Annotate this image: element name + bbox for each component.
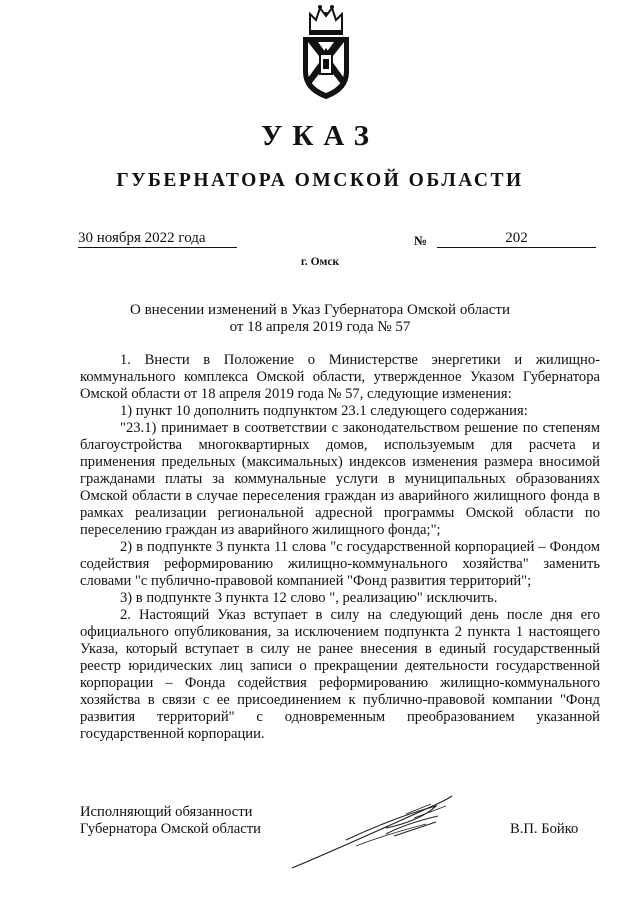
decree-date: 30 ноября 2022 года	[78, 229, 237, 248]
signatory-name: В.П. Бойко	[510, 821, 579, 837]
body-paragraph: 2. Настоящий Указ вступает в силу на следующий день после дня его официального опубликования, за исключением подпункта 2 пункта 1 настоящего Указа, который вступает в силу не ранее внесения в единый государственный реестр юридических лиц записи о прекращении деятельности государственной корпорации – Фонда содействия реформированию жилищно-коммунального хозяйства в связи с ее присоединением к публично-правовой компании "Фонд развития территорий" с одновременным преобразованием указанной государственной корпорации.	[80, 607, 600, 742]
decree-number: 202	[437, 229, 596, 248]
body-paragraph: 1. Внести в Положение о Министерстве энергетики и жилищно-коммунального комплекса Омской области, утвержденное Указом Губернатора Омской области от 18 апреля 2019 года № 57, следующие изменения:	[80, 352, 600, 402]
number-sign: №	[414, 233, 428, 248]
signatory-position	[80, 804, 261, 838]
signatory-position-line-1: Исполняющий обязанности	[80, 804, 253, 820]
coat-of-arms-icon	[296, 2, 356, 102]
decree-subject	[100, 302, 540, 336]
issuer-title: ГУБЕРНАТОРА ОМСКОЙ ОБЛАСТИ	[116, 170, 524, 191]
body-paragraph: "23.1) принимает в соответствии с законодательством решение по степеням благоустройства многоквартирных домов, используемым для расчета и применения предельных (максимальных) индексов изменения размера вносимой гражданами платы за коммунальные услуги в муниципальных образованиях Омской области в случае переселения граждан из аварийного жилищного фонда в рамках реализации региональной адресной программы Омской области по переселению граждан из аварийного жилищного фонда;";	[80, 420, 600, 538]
decree-title: УКАЗ	[261, 120, 379, 152]
body-paragraph: 3) в подпункте 3 пункта 12 слово ", реализацию" исключить.	[120, 590, 498, 606]
issue-place: г. Омск	[300, 256, 340, 268]
decree-body	[80, 352, 600, 743]
subject-line-1: О внесении изменений в Указ Губернатора Омской области	[130, 302, 510, 318]
body-paragraph: 1) пункт 10 дополнить подпунктом 23.1 следующего содержания:	[120, 403, 528, 419]
signature-mark	[286, 776, 456, 876]
subject-line-2: от 18 апреля 2019 года № 57	[229, 319, 411, 335]
signatory-position-line-2: Губернатора Омской области	[80, 821, 261, 837]
body-paragraph: 2) в подпункте 3 пункта 11 слова "с государственной корпорацией – Фондом содействия реформированию жилищно-коммунального хозяйства" заменить словами "с публично-правовой компанией "Фонд развития территорий";	[80, 539, 600, 589]
